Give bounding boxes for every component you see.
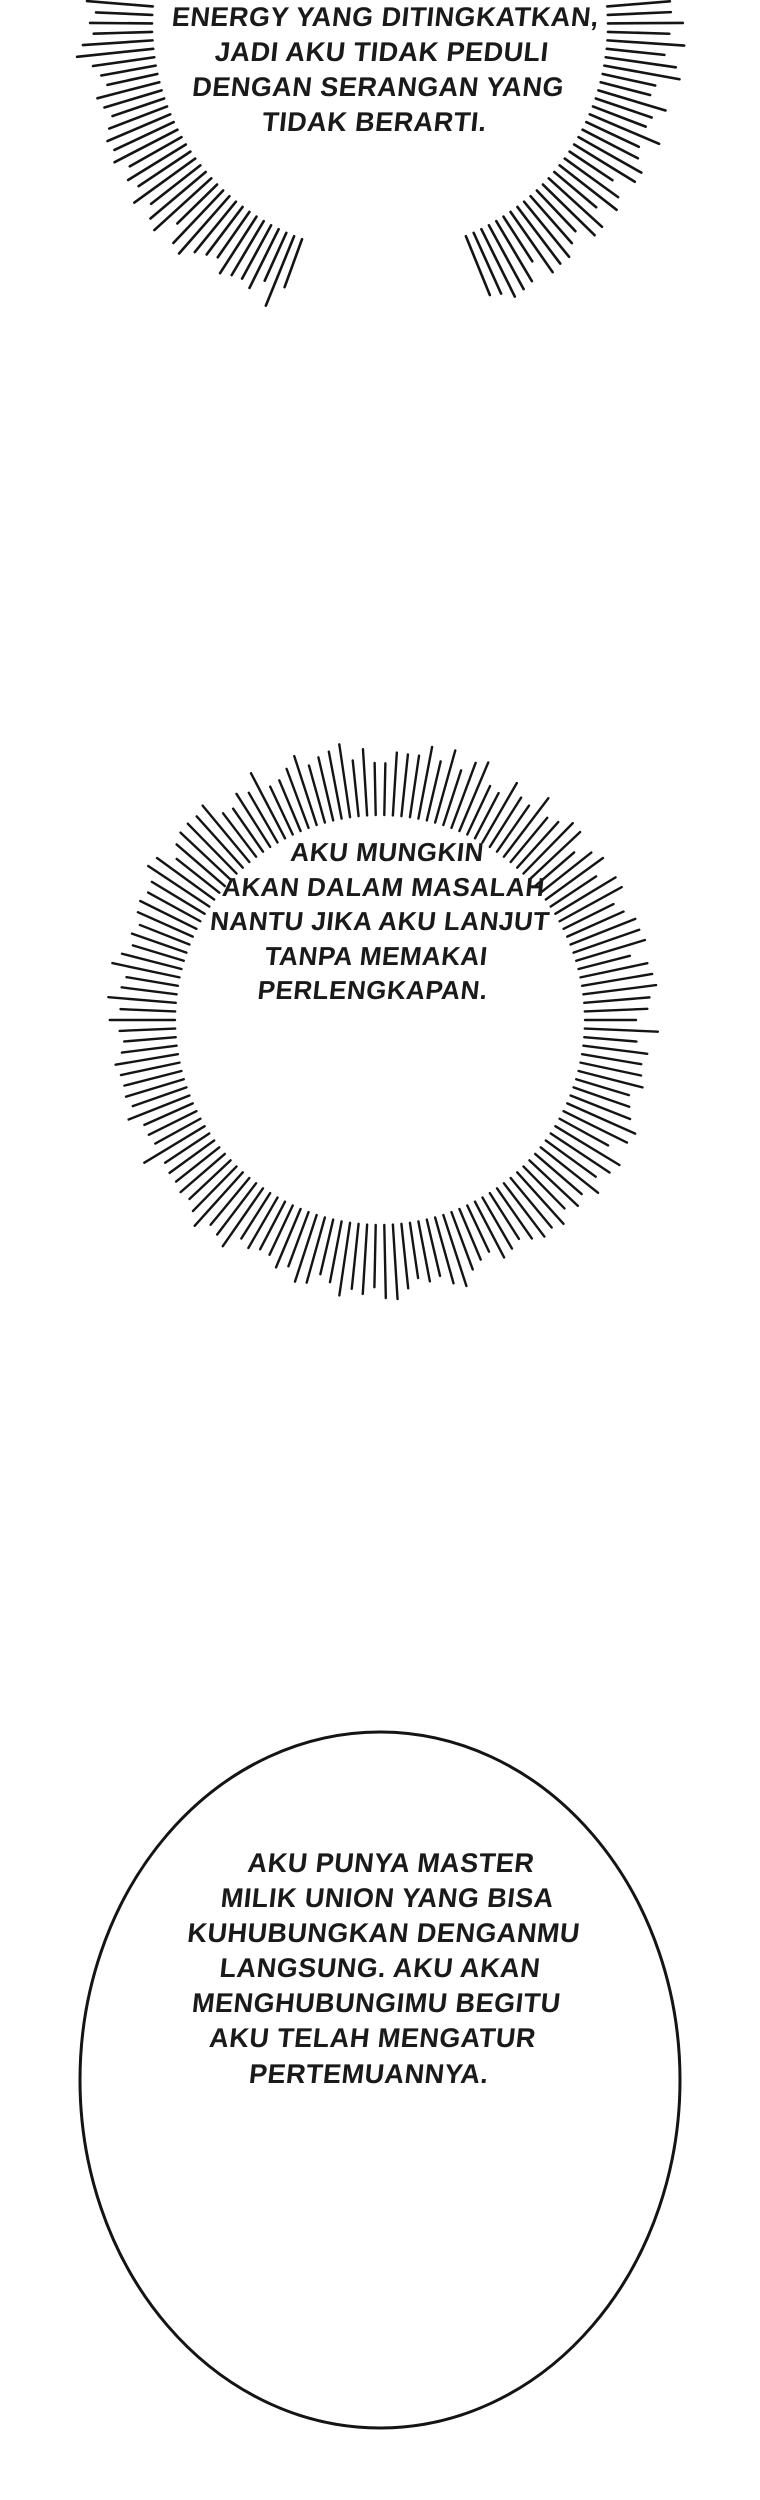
balloon-text-panel-3: AKU PUNYA MASTER MILIK UNION YANG BISA KUHUBUNGKAN DENGANMU LANGSUNG. AKU AKAN MENGHUBUNGIMU BEGITU AKU TELAH MENGATUR PERTEMUANNYA. <box>185 1848 582 2089</box>
balloon-text-panel-1: ENERGY YANG DITINGKATKAN, JADI AKU TIDAK PEDULI DENGAN SERANGAN YANG TIDAK BERARTI. <box>170 2 601 138</box>
speech-balloon-burst-middle <box>60 690 700 1350</box>
balloon-text-panel-2: AKU MUNGKIN AKAN DALAM MASALAH NANTU JIKA AKU LANJUT TANPA MEMAKAI PERLENGKAPAN. <box>208 837 552 1006</box>
